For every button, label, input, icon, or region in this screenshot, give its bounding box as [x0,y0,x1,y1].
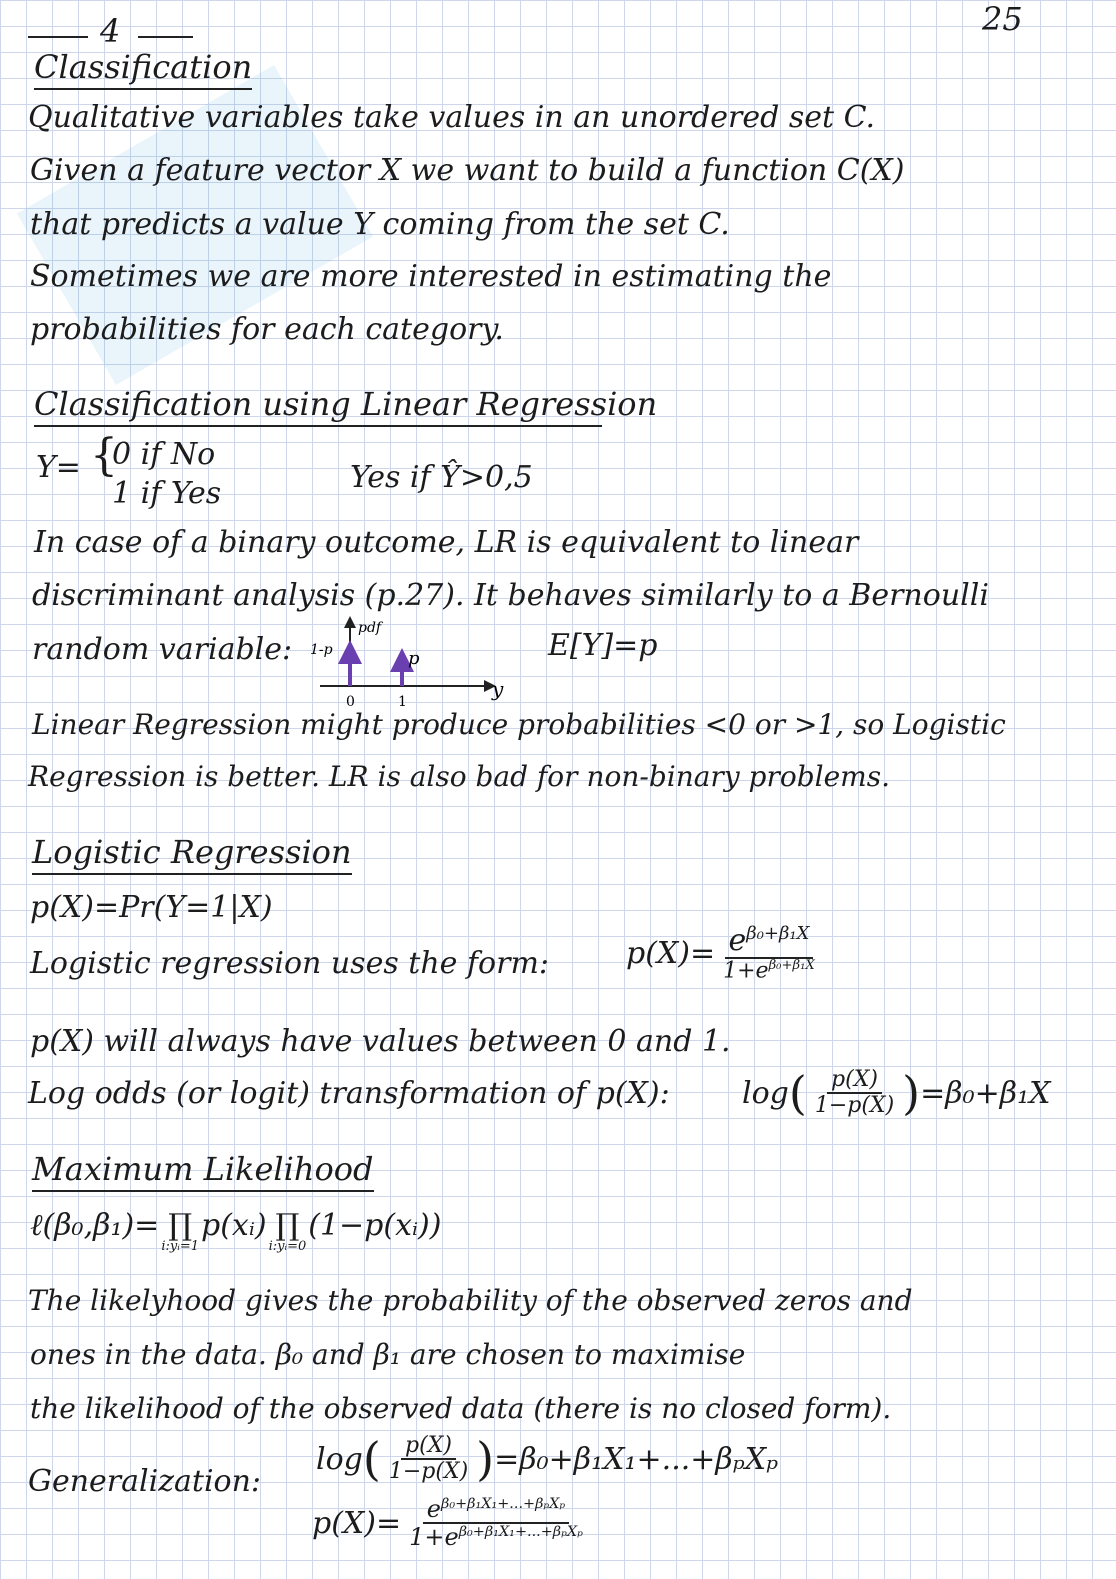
bernoulli-pdf-sketch [300,612,510,712]
generalization-logit: log ( $\frac{p(X)}{1-p(X)}$ ) =β₀+β₁X₁+...+βₚXₚ [316,1432,779,1486]
case-1: 1 if Yes [112,476,222,511]
generalization-label: Generalization: [28,1464,262,1499]
pdf-y-label: pdf [358,620,382,636]
gen2-den-exp: β₀+β₁X₁+...+βₚXₚ [458,1524,583,1541]
page-number: 25 [982,0,1023,38]
brace-symbol: { [90,430,118,481]
likelihood-line-2: ones in the data. β₀ and β₁ are chosen to maximise [30,1338,746,1371]
logistic-num-exp: β₀+β₁X [746,923,810,944]
expectation: E[Y]=p [548,628,658,663]
likelihood-lhs: ℓ(β₀,β₁)= [30,1208,160,1243]
gen-den: 1−p(X) [388,1459,469,1484]
logistic-num-base: e [728,923,747,958]
product-symbol-2: ∏ [275,1208,300,1243]
logistic-form-text: Logistic regression uses the form: [30,946,549,981]
classification-line-5: probabilities for each category. [30,312,504,347]
logodds-den: 1−p(X) [814,1093,895,1118]
pdf-tick-1: 1 [398,694,407,710]
classification-line-4: Sometimes we are more interested in estimating the [30,259,832,294]
likelihood-line-1: The likelyhood gives the probability of the observed zeros and [28,1284,913,1317]
gen-fraction [385,1434,472,1484]
gen-rhs: =β₀+β₁X₁+...+βₚXₚ [494,1441,779,1477]
logodds-rhs: =β₀+β₁X [920,1075,1051,1111]
logodds-log: log [742,1075,789,1111]
linear-regression-heading: Classification using Linear Regression [34,385,602,427]
pdf-label-right: p [408,648,420,669]
chapter-number: 4 [100,12,121,50]
classification-line-1: Qualitative variables take values in an unordered set C. [28,100,876,135]
generalization-probability [312,1496,591,1551]
logodds-num: p(X) [827,1068,882,1094]
classification-line-2: Given a feature vector X we want to build a function C(X) [30,153,905,188]
likelihood-term-1: p(xᵢ) [201,1208,267,1243]
lr-line-1: In case of a binary outcome, LR is equivalent to linear [34,525,859,560]
logistic-den-base: 1+e [723,958,769,984]
decision-rule: Yes if Ŷ>0,5 [350,460,533,495]
gen-num: p(X) [401,1434,456,1460]
logistic-definition: p(X)=Pr(Y=1|X) [30,890,273,925]
y-definition: Y= [36,450,81,485]
gen2-lhs: p(X)= [312,1505,402,1541]
product-sub-1: i:yᵢ=1 [161,1239,199,1254]
lr-line-2: discriminant analysis (p.27). It behaves similarly to a Bernoulli [32,578,989,613]
pdf-label-left: 1-p [310,642,333,658]
logistic-range-text: p(X) will always have values between 0 and 1. [30,1024,731,1059]
classification-line-3: that predicts a value Y coming from the set C. [30,207,730,242]
gen2-num-base: e [426,1495,441,1523]
logodds-text: Log odds (or logit) transformation of p(X): [28,1076,670,1111]
gen2-den-base: 1+e [409,1523,459,1552]
logistic-formula [626,924,823,984]
gen2-num-exp: β₀+β₁X₁+...+βₚXₚ [441,1496,566,1512]
logodds-fraction [811,1068,898,1118]
likelihood-line-3: the likelihood of the observed data (there is no closed form). [30,1392,892,1425]
logistic-fraction [719,924,819,984]
lr-line-3: random variable: [32,632,293,667]
classification-heading: Classification [34,48,252,90]
likelihood-formula [30,1208,441,1254]
product-symbol-1: ∏ [168,1208,193,1243]
case-0: 0 if No [112,437,216,472]
logistic-heading: Logistic Regression [32,833,352,875]
logodds-formula: log ( $\frac{p(X)}{1-p(X)}$ ) =β₀+β₁X [742,1066,1051,1120]
gen-log: log [316,1441,363,1477]
pdf-x-label: y [492,677,504,701]
gen2-fraction [405,1496,587,1551]
lr-line-5: Regression is better. LR is also bad for non-binary problems. [28,760,890,793]
pdf-tick-0: 0 [346,694,355,710]
max-likelihood-heading: Maximum Likelihood [32,1150,374,1192]
logistic-formula-lhs: p(X)= [626,936,716,972]
logistic-den-exp: β₀+β₁X [768,958,815,973]
product-sub-2: i:yᵢ=0 [268,1239,307,1254]
likelihood-term-2: (1−p(xᵢ)) [308,1208,442,1243]
lr-line-4: Linear Regression might produce probabilities <0 or >1, so Logistic [32,708,1006,741]
